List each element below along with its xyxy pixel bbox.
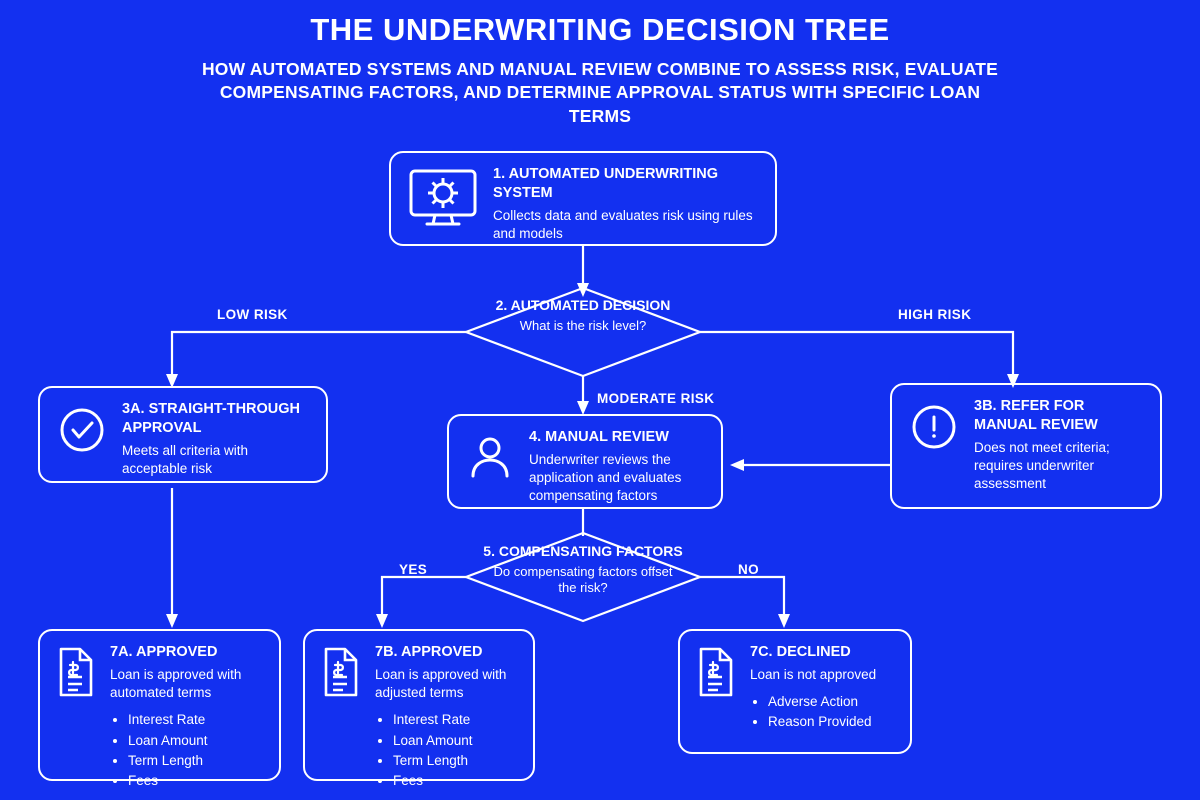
node-heading: 4. MANUAL REVIEW xyxy=(529,429,669,445)
node-description: Meets all criteria with acceptable risk xyxy=(122,442,249,476)
edge-label-low-risk: LOW RISK xyxy=(217,307,288,322)
node-item-list xyxy=(375,710,519,791)
node-heading: 7B. APPROVED xyxy=(375,644,483,660)
node-heading: 7A. APPROVED xyxy=(110,644,218,660)
node-heading: 3B. REFER FOR MANUAL REVIEW xyxy=(974,398,1098,433)
node-refer-for-manual-review[interactable] xyxy=(890,383,1162,509)
node-approved-adjusted-terms[interactable] xyxy=(303,629,535,789)
list-item: • Adverse Action xyxy=(768,692,896,712)
node-description: Collects data and evaluates risk using rules and models xyxy=(493,207,753,241)
page-subtitle: HOW AUTOMATED SYSTEMS AND MANUAL REVIEW COMBINE TO ASSESS RISK, EVALUATE COMPENSATING FACTORS, AND DETERMINE APPROVAL STATUS WITH SPECIFIC LOAN TERMS xyxy=(201,59,999,126)
node-description: Underwriter reviews the application and evaluates compensating factors xyxy=(529,451,682,504)
document-dollar-icon xyxy=(319,645,363,704)
node-text xyxy=(122,400,312,478)
node-heading: 1. AUTOMATED UNDERWRITING SYSTEM xyxy=(493,166,719,201)
node-compensating-factors[interactable] xyxy=(483,543,683,597)
list-item: • Reason Provided xyxy=(768,712,896,732)
monitor-gear-icon xyxy=(405,167,481,234)
node-description: Does not meet criteria; requires underwriter assessment xyxy=(974,439,1110,492)
node-description: Loan is not approved xyxy=(750,666,877,682)
list-item: • Fees xyxy=(393,771,519,791)
node-item-list xyxy=(750,692,896,733)
node-heading: 3A. STRAIGHT-THROUGH APPROVAL xyxy=(122,401,301,436)
node-heading: 7C. DECLINED xyxy=(750,644,851,660)
node-straight-through-approval[interactable] xyxy=(38,386,328,483)
node-heading: 2. AUTOMATED DECISION xyxy=(495,297,671,313)
person-icon xyxy=(463,430,517,489)
document-dollar-icon xyxy=(54,645,98,704)
check-circle-icon xyxy=(54,402,110,463)
node-text xyxy=(493,165,761,243)
node-declined[interactable] xyxy=(678,629,912,754)
node-heading: 5. COMPENSATING FACTORS xyxy=(483,543,683,559)
edge-label-yes: YES xyxy=(399,562,428,577)
edge-label-no: NO xyxy=(738,562,760,577)
exclamation-circle-icon xyxy=(906,399,962,460)
node-item-list xyxy=(110,710,265,791)
edge-label-high-risk: HIGH RISK xyxy=(898,307,972,322)
node-description: Loan is approved with automated terms xyxy=(110,666,242,701)
page-title: THE UNDERWRITING DECISION TREE xyxy=(310,12,890,47)
node-text xyxy=(110,643,265,791)
node-text xyxy=(974,397,1146,493)
list-item: • Interest Rate xyxy=(128,710,265,730)
document-dollar-icon xyxy=(694,645,738,704)
list-item: • Term Length xyxy=(393,751,519,771)
node-automated-underwriting-system[interactable] xyxy=(389,151,777,246)
list-item: • Term Length xyxy=(128,751,265,771)
node-manual-review[interactable] xyxy=(447,414,723,509)
list-item: • Loan Amount xyxy=(393,731,519,751)
list-item: • Fees xyxy=(128,771,265,791)
node-text xyxy=(529,428,707,506)
node-description: Do compensating factors offset the risk? xyxy=(493,563,673,596)
node-automated-decision[interactable] xyxy=(483,297,683,334)
list-item: • Loan Amount xyxy=(128,731,265,751)
list-item: • Interest Rate xyxy=(393,710,519,730)
node-approved-automated-terms[interactable] xyxy=(38,629,281,789)
node-description: Loan is approved with adjusted terms xyxy=(375,666,507,701)
node-text xyxy=(375,643,519,791)
node-text xyxy=(750,643,896,733)
edge-label-moderate-risk: MODERATE RISK xyxy=(597,391,715,406)
node-description: What is the risk level? xyxy=(519,317,647,333)
